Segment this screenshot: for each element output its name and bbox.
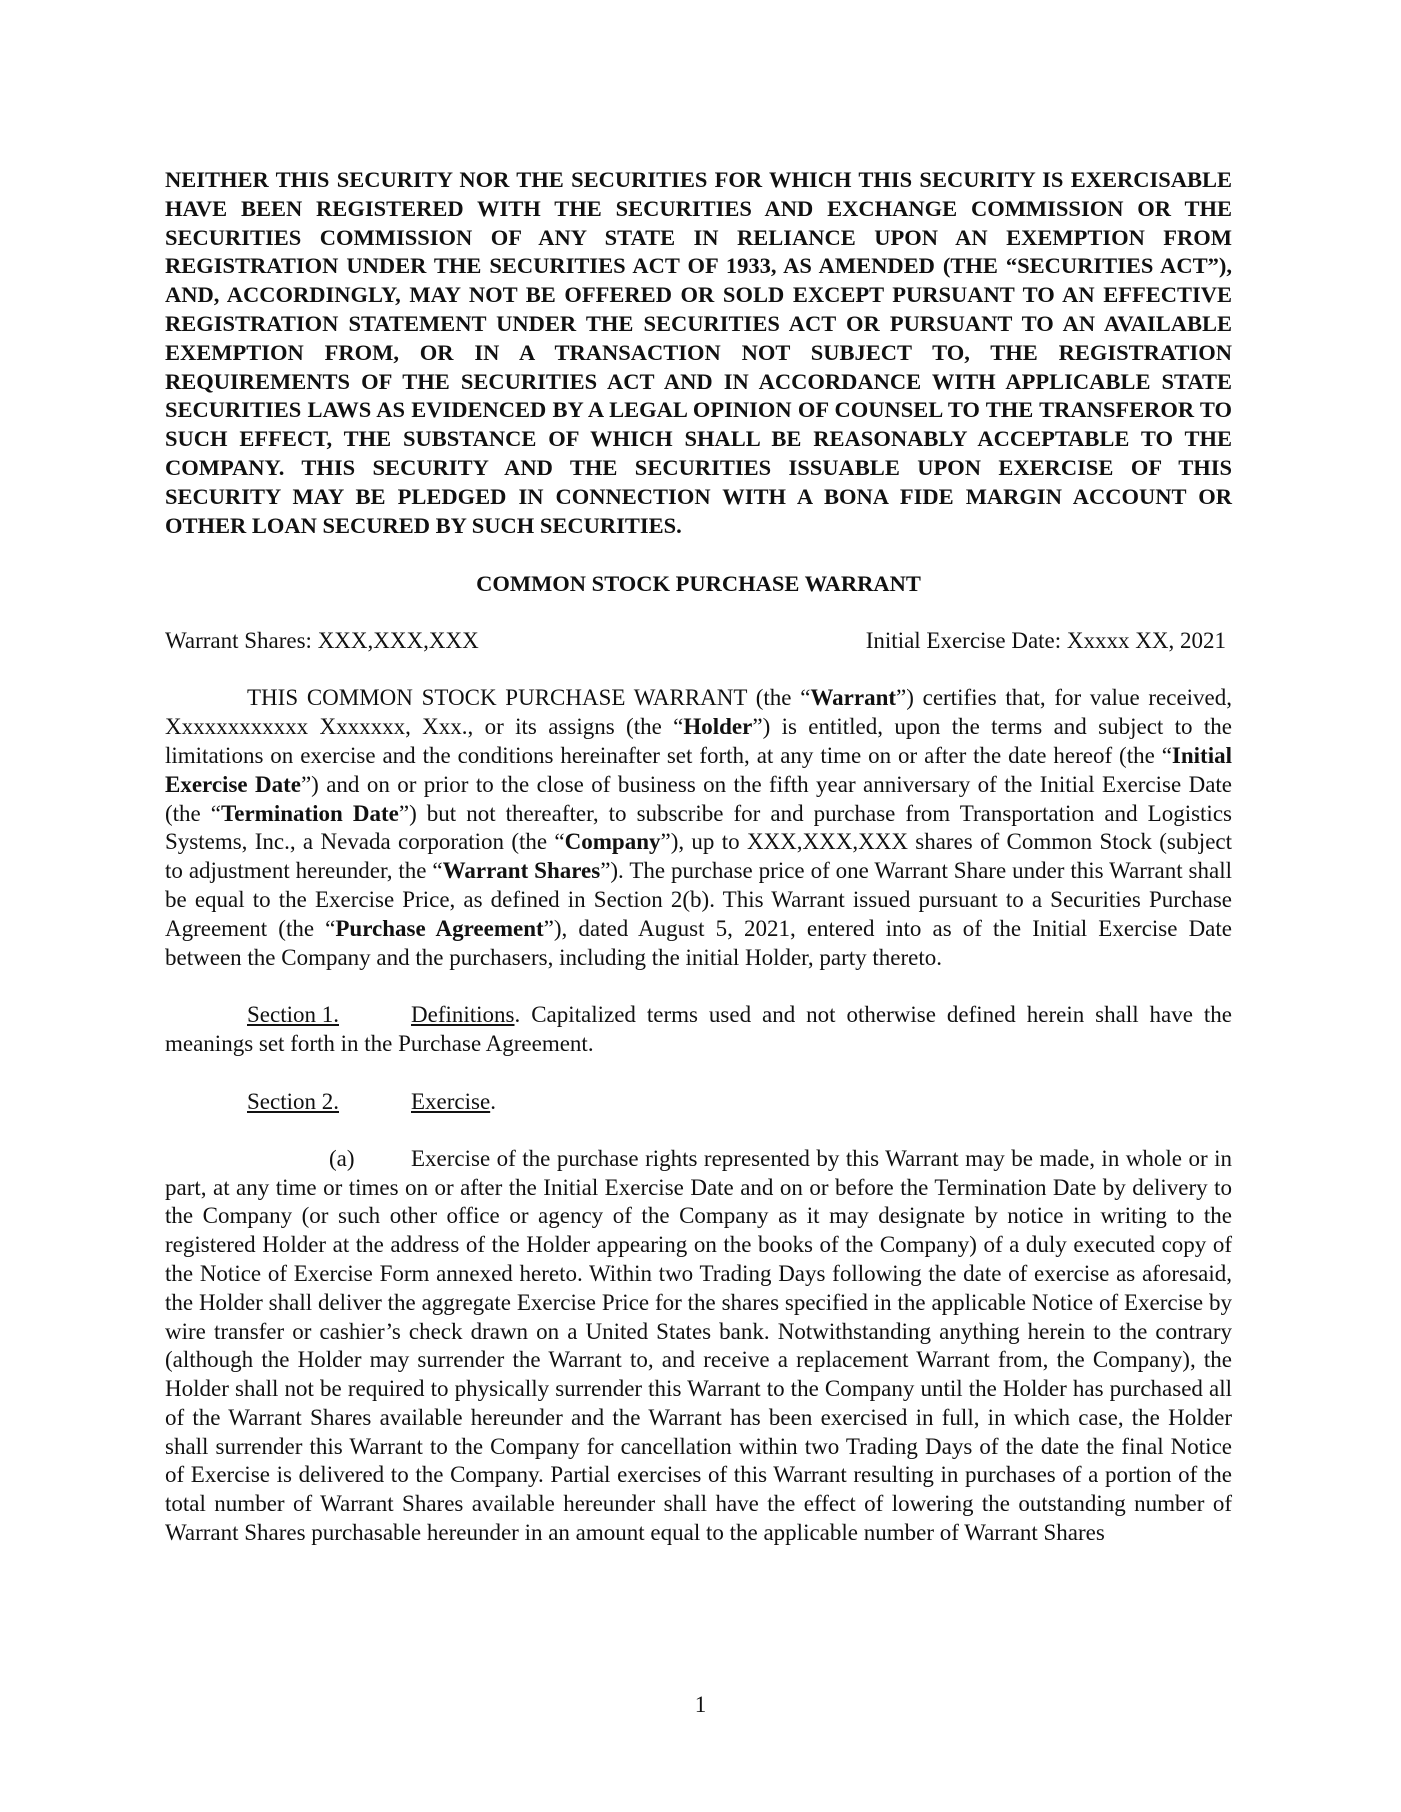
section-2a-text: Exercise of the purchase rights represented by this Warrant may be made, in whole or in part, at any time or times on or after the Initial Exercise Date and on or before the Termination Date by delivery to the Company (or such other office or agency of the Company as it may designate by notice in writing to the registered Holder at the address of the Holder appearing on the books of the Company) of a duly executed copy of the Notice of Exercise Form annexed hereto. Within two Trading Days following the date of exercise as aforesaid, the Holder shall deliver the aggregate Exercise Price for the shares specified in the applicable Notice of Exercise by wire transfer or cashier’s check drawn on a United States bank. Notwithstanding anything herein to the contrary (although the Holder may surrender the Warrant to, and receive a replacement Warrant from, the Company), the Holder shall not be required to physically surrender this Warrant to the Company until the Holder has purchased all of the Warrant Shares available hereunder and the Warrant has been exercised in full, in which case, the Holder shall surrender this Warrant to the Company for cancellation within two Trading Days of the date the final Notice of Exercise is delivered to the Company. Partial exercises of this Warrant resulting in purchases of a portion of the total number of Warrant Shares available hereunder shall have the effect of lowering the outstanding number of Warrant Shares purchasable hereunder in an amount equal to the applicable number of Warrant Shares <box>165 1145 1232 1546</box>
defined-term-holder: Holder <box>683 714 753 740</box>
section-2-heading: Exercise <box>411 1088 491 1114</box>
intro-text: THIS COMMON STOCK PURCHASE WARRANT (the “ <box>247 685 811 711</box>
document-page <box>165 166 1232 1548</box>
section-1-heading: Definitions <box>411 1002 515 1028</box>
intro-text: ”) but not thereafter, to subscribe for and purchase from Transportation and Logistics Systems, Inc., a Nevada corporation (the “ <box>165 800 1232 855</box>
defined-term-company: Company <box>564 829 661 855</box>
section-1-text: . Capitalized terms used and not otherwise defined herein shall have the meanings set forth in the Purchase Agreement. <box>165 1002 1232 1057</box>
section-2 <box>165 1088 1232 1117</box>
intro-text: ”) and on or prior to the close of business on the fifth year anniversary of the Initial Exercise Date (the “ <box>165 771 1232 826</box>
securities-legend: NEITHER THIS SECURITY NOR THE SECURITIES FOR WHICH THIS SECURITY IS EXERCISABLE HAVE BEEN REGISTERED WITH THE SECURITIES AND EXCHANGE COMMISSION OR THE SECURITIES COMMISSION OF ANY STATE IN RELIANCE UPON AN EXEMPTION FROM REGISTRATION UNDER THE SECURITIES ACT OF 1933, AS AMENDED (THE “SECURITIES ACT”), AND, ACCORDINGLY, MAY NOT BE OFFERED OR SOLD EXCEPT PURSUANT TO AN EFFECTIVE REGISTRATION STATEMENT UNDER THE SECURITIES ACT OR PURSUANT TO AN AVAILABLE EXEMPTION FROM, OR IN A TRANSACTION NOT SUBJECT TO, THE REGISTRATION REQUIREMENTS OF THE SECURITIES ACT AND IN ACCORDANCE WITH APPLICABLE STATE SECURITIES LAWS AS EVIDENCED BY A LEGAL OPINION OF COUNSEL TO THE TRANSFEROR TO SUCH EFFECT, THE SUBSTANCE OF WHICH SHALL BE REASONABLY ACCEPTABLE TO THE COMPANY. THIS SECURITY AND THE SECURITIES ISSUABLE UPON EXERCISE OF THIS SECURITY MAY BE PLEDGED IN CONNECTION WITH A BONA FIDE MARGIN ACCOUNT OR OTHER LOAN SECURED BY SUCH SECURITIES. <box>165 167 1232 538</box>
defined-term-warrant: Warrant <box>810 685 897 711</box>
intro-paragraph <box>165 684 1232 972</box>
page-number: 1 <box>694 1692 707 1717</box>
section-2a-label: (a) <box>329 1145 355 1171</box>
intro-text: ”), up to XXX,XXX,XXX shares of Common Stock (subject to adjustment hereunder, the “ <box>165 829 1232 884</box>
defined-term-warrant-shares: Warrant Shares <box>442 858 601 884</box>
section-2-number: Section 2. <box>247 1088 339 1114</box>
intro-text: ”). The purchase price of one Warrant Share under this Warrant shall be equal to the Exercise Price, as defined in Section 2(b). This Warrant issued pursuant to a Securities Purchase Agreement (the “ <box>165 858 1232 941</box>
section-2-period: . <box>490 1088 496 1114</box>
defined-term-purchase-agreement: Purchase Agreement <box>335 915 544 941</box>
defined-term-initial-exercise-date: Initial Exercise Date <box>165 742 1232 797</box>
section-1 <box>165 1001 1232 1059</box>
section-1-number: Section 1. <box>247 1002 339 1028</box>
warrant-meta-row <box>165 627 1232 655</box>
defined-term-termination-date: Termination Date <box>221 800 399 826</box>
initial-exercise-date: Initial Exercise Date: Xxxxx XX, 2021 <box>865 628 1226 654</box>
document-title: COMMON STOCK PURCHASE WARRANT <box>476 571 921 597</box>
warrant-shares: Warrant Shares: XXX,XXX,XXX <box>165 628 479 654</box>
section-2a-paragraph <box>165 1145 1232 1548</box>
intro-text: ”), dated August 5, 2021, entered into as of the Initial Exercise Date between the Company and the purchasers, including the initial Holder, party thereto. <box>165 915 1232 970</box>
intro-text: ”) certifies that, for value received, Xxxxxxxxxxxx Xxxxxxx, Xxx., or its assigns (the “ <box>165 685 1232 740</box>
intro-text: ”) is entitled, upon the terms and subject to the limitations on exercise and the conditions hereinafter set forth, at any time on or after the date hereof (the “ <box>165 714 1233 768</box>
